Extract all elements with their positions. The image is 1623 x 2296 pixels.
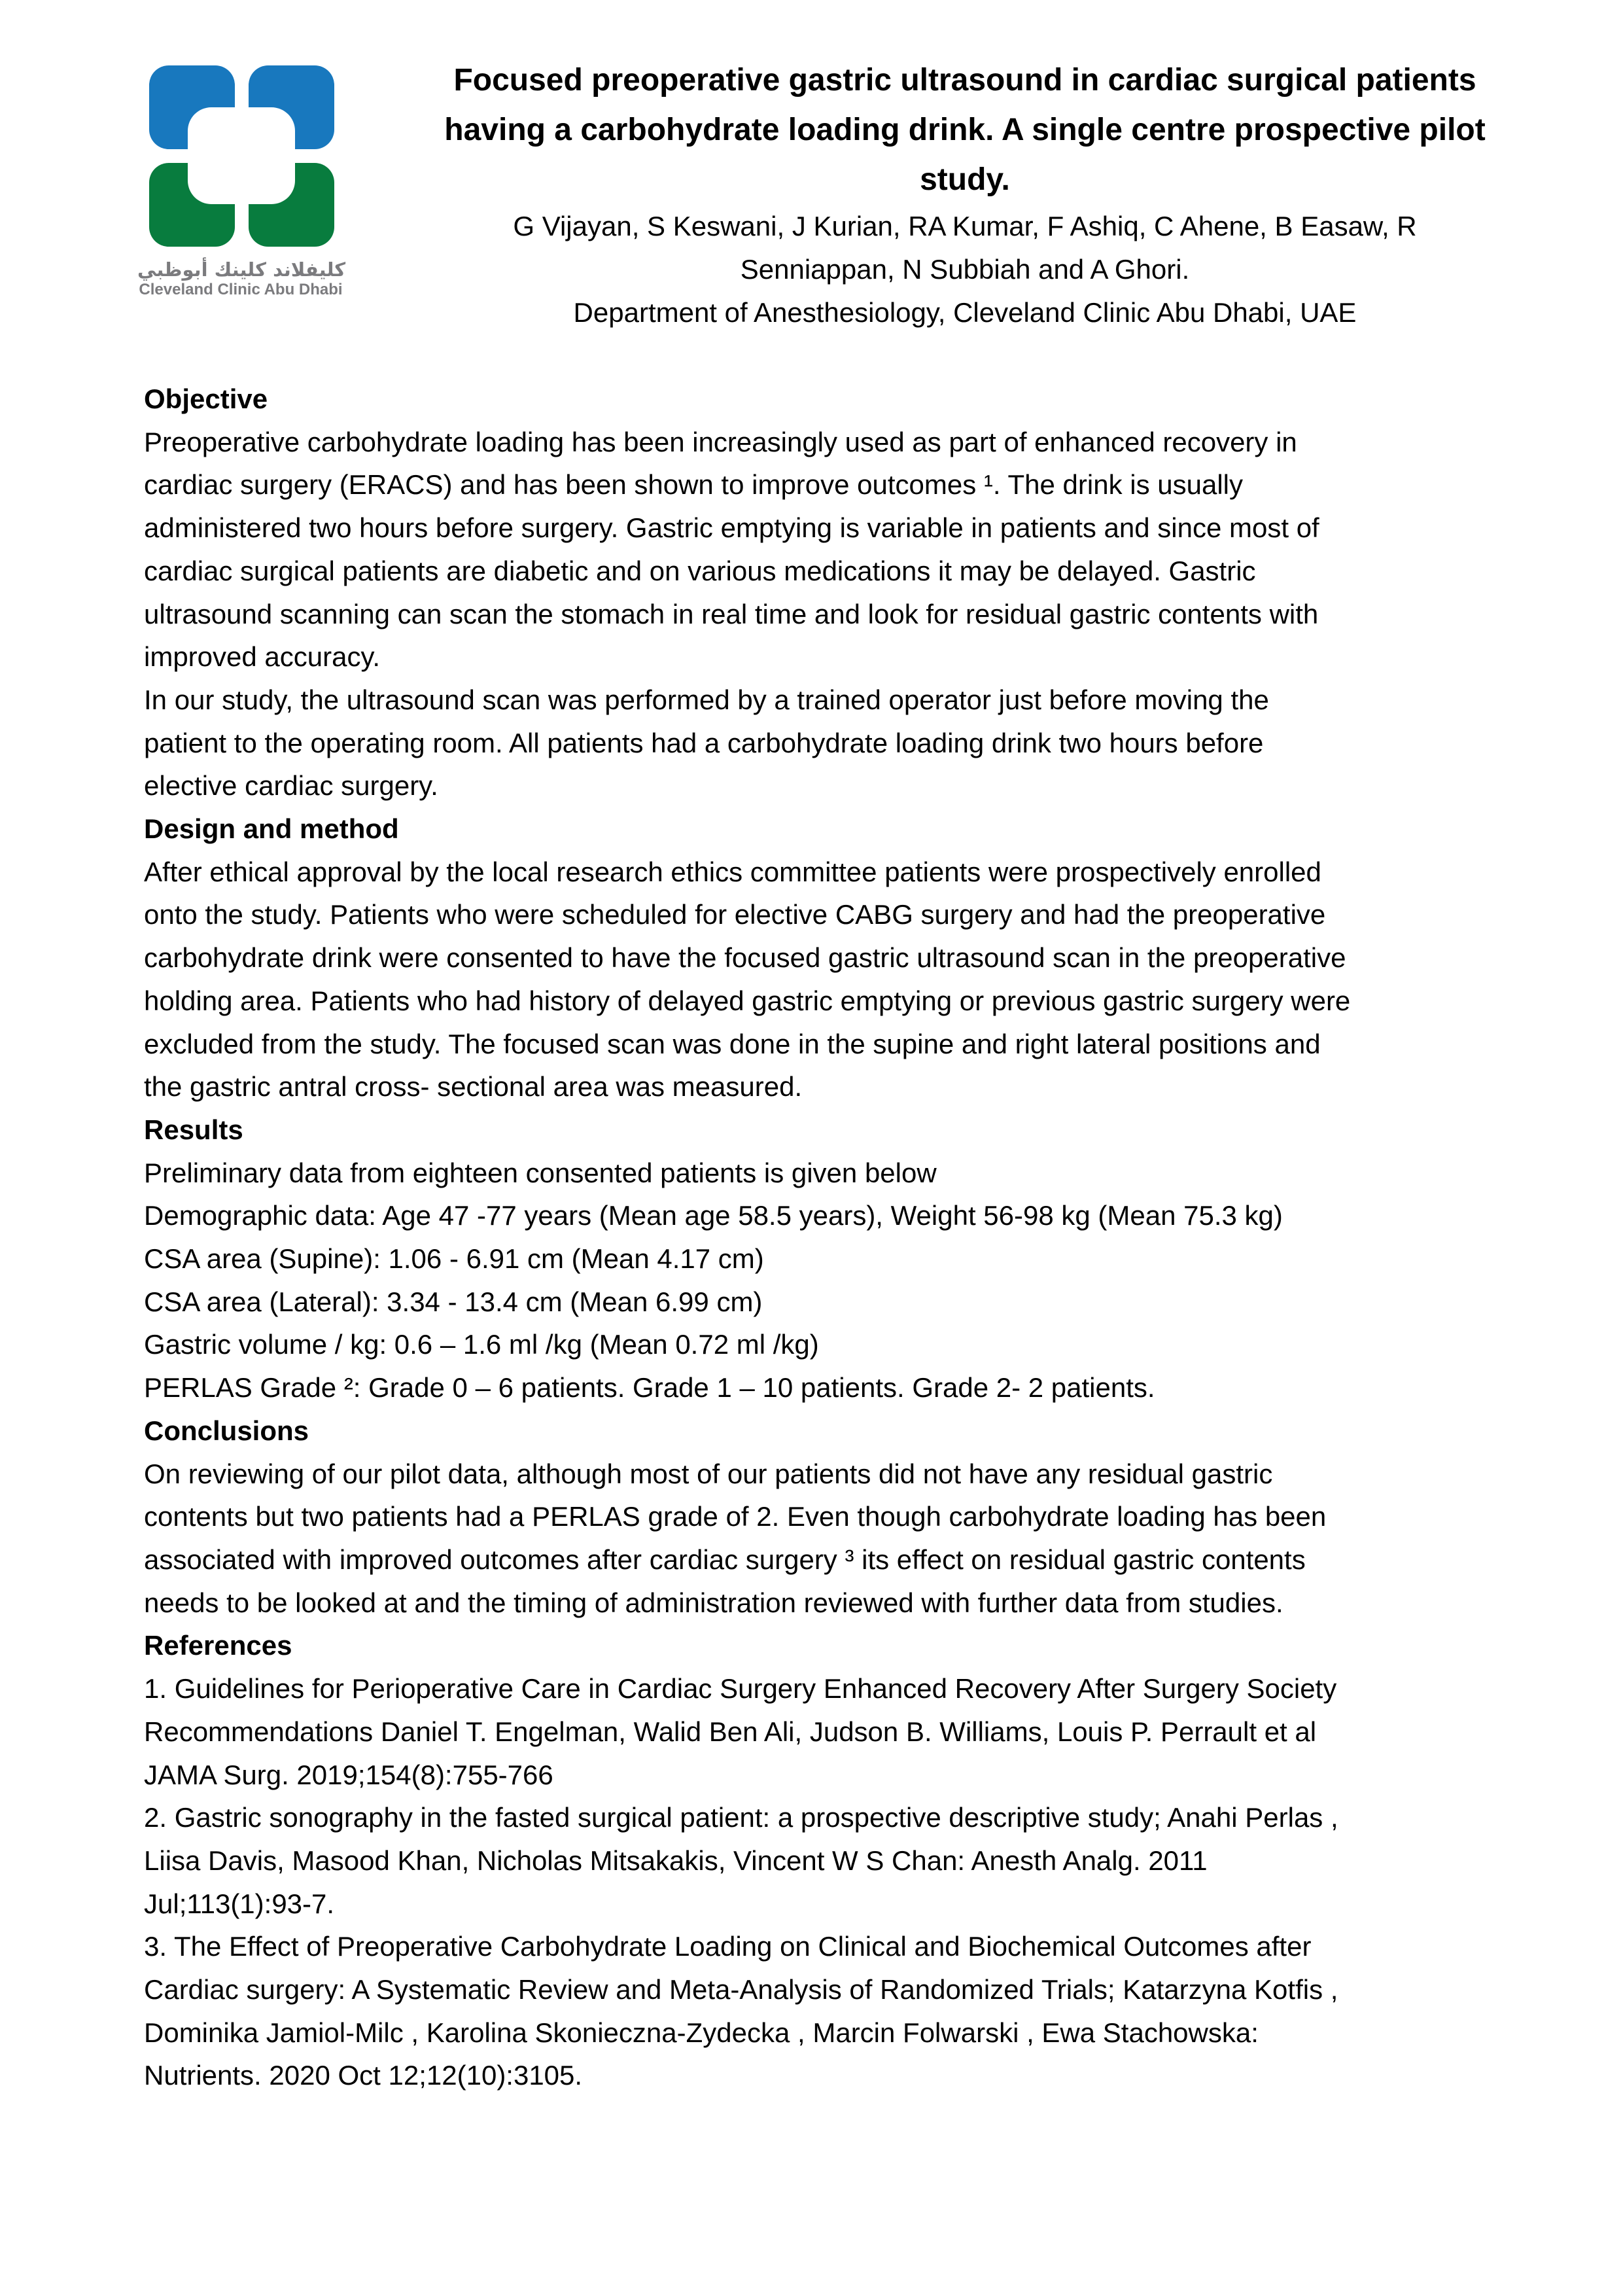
text-line: Preliminary data from eighteen consented patients is given below [144, 1157, 937, 1188]
text-line: administered two hours before surgery. Gastric emptying is variable in patients and since most of [144, 512, 1319, 544]
text-line: Jul;113(1):93-7. [144, 1888, 335, 1919]
text-line: holding area. Patients who had history of delayed gastric emptying or previous gastric surgery were [144, 985, 1351, 1016]
text-line: Nutrients. 2020 Oct 12;12(10):3105. [144, 2060, 583, 2091]
author-line-2: Senniappan, N Subbiah and A Ghori. [740, 254, 1190, 285]
section-heading: Results [144, 1114, 243, 1145]
text-line: improved accuracy. [144, 641, 381, 673]
text-line: 1. Guidelines for Perioperative Care in Cardiac Surgery Enhanced Recovery After Surgery Society [144, 1673, 1337, 1704]
clinic-caption-english: Cleveland Clinic Abu Dhabi [139, 281, 343, 298]
clinic-caption-arabic: كليفلاند كلينك أبوظبي [137, 258, 346, 281]
text-line: onto the study. Patients who were scheduled for elective CABG surgery and had the preoperative [144, 899, 1326, 930]
text-line: the gastric antral cross- sectional area was measured. [144, 1071, 803, 1103]
header [314, 56, 1616, 334]
text-line: Preoperative carbohydrate loading has been increasingly used as part of enhanced recovery in [144, 426, 1297, 457]
section-heading: Conclusions [144, 1415, 309, 1446]
text-line: On reviewing of our pilot data, although most of our patients did not have any residual gastric [144, 1458, 1273, 1489]
text-line: PERLAS Grade ²: Grade 0 – 6 patients. Grade 1 – 10 patients. Grade 2- 2 patients. [144, 1372, 1155, 1404]
text-line: After ethical approval by the local research ethics committee patients were prospectively enrolled [144, 856, 1321, 887]
text-line: patient to the operating room. All patients had a carbohydrate loading drink two hours before [144, 727, 1264, 758]
text-line: cardiac surgical patients are diabetic and on various medications it may be delayed. Gastric [144, 555, 1256, 586]
paper-title-line-1: Focused preoperative gastric ultrasound in cardiac surgical patients [453, 63, 1476, 97]
section-heading: References [144, 1630, 292, 1661]
paper-title-line-3: study. [920, 162, 1010, 197]
text-line: 2. Gastric sonography in the fasted surgical patient: a prospective descriptive study; Anahi Perlas , [144, 1802, 1338, 1833]
affiliation-line: Department of Anesthesiology, Cleveland Clinic Abu Dhabi, UAE [573, 297, 1357, 328]
text-line: contents but two patients had a PERLAS grade of 2. Even though carbohydrate loading has been [144, 1501, 1327, 1532]
text-line: carbohydrate drink were consented to have the focused gastric ultrasound scan in the preoperative [144, 942, 1346, 974]
text-line: excluded from the study. The focused scan was done in the supine and right lateral positions and [144, 1028, 1321, 1059]
section-heading: Design and method [144, 813, 399, 845]
clinic-logo-icon [149, 65, 334, 247]
author-line-1: G Vijayan, S Keswani, J Kurian, RA Kumar, F Ashiq, C Ahene, B Easaw, R [513, 211, 1417, 241]
text-line: Recommendations Daniel T. Engelman, Walid Ben Ali, Judson B. Williams, Louis P. Perrault et al [144, 1716, 1317, 1747]
text-line: elective cardiac surgery. [144, 770, 438, 802]
text-line: associated with improved outcomes after cardiac surgery ³ its effect on residual gastric contents [144, 1544, 1306, 1575]
text-line: Dominika Jamiol-Milc , Karolina Skonieczna-Zydecka , Marcin Folwarski , Ewa Stachowska: [144, 2017, 1259, 2048]
text-line: JAMA Surg. 2019;154(8):755-766 [144, 1759, 553, 1790]
text-line: CSA area (Lateral): 3.34 - 13.4 cm (Mean 6.99 cm) [144, 1286, 763, 1317]
text-line: Gastric volume / kg: 0.6 – 1.6 ml /kg (Mean 0.72 ml /kg) [144, 1329, 819, 1360]
section-heading: Objective [144, 383, 268, 414]
clinic-logo-caption [137, 258, 344, 298]
text-line: needs to be looked at and the timing of administration reviewed with further data from studies. [144, 1587, 1283, 1618]
text-line: Demographic data: Age 47 -77 years (Mean age 58.5 years), Weight 56-98 kg (Mean 75.3 kg) [144, 1200, 1283, 1231]
text-line: Cardiac surgery: A Systematic Review and Meta-Analysis of Randomized Trials; Katarzyna Kotfis , [144, 1974, 1338, 2005]
text-line: CSA area (Supine): 1.06 - 6.91 cm (Mean 4.17 cm) [144, 1243, 764, 1275]
paper-title-line-2: having a carbohydrate loading drink. A single centre prospective pilot [444, 113, 1486, 147]
text-line: In our study, the ultrasound scan was performed by a trained operator just before moving the [144, 684, 1269, 715]
logo-center-cross [188, 107, 295, 204]
abstract-body [144, 378, 1583, 2097]
text-line: Liisa Davis, Masood Khan, Nicholas Mitsakakis, Vincent W S Chan: Anesth Analg. 2011 [144, 1845, 1208, 1876]
text-line: ultrasound scanning can scan the stomach in real time and look for residual gastric contents with [144, 598, 1319, 629]
text-line: cardiac surgery (ERACS) and has been shown to improve outcomes ¹. The drink is usually [144, 469, 1243, 501]
text-line: 3. The Effect of Preoperative Carbohydrate Loading on Clinical and Biochemical Outcomes after [144, 1931, 1312, 1962]
